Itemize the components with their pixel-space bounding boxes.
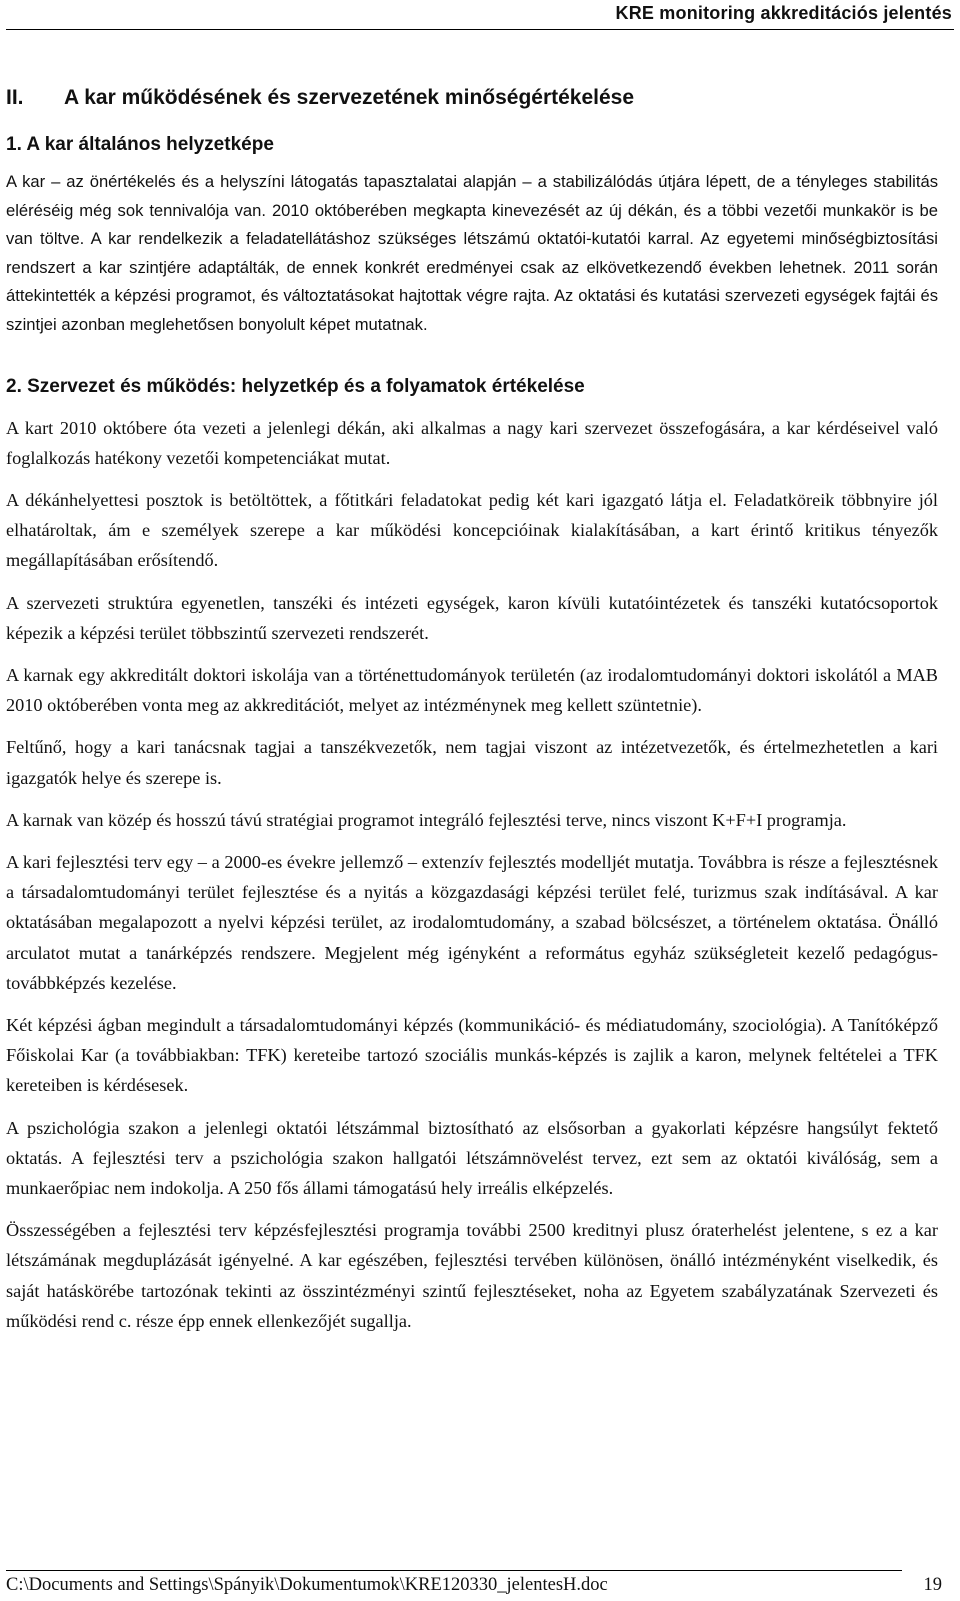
paragraph-strategy: A karnak van közép és hosszú távú stratégiai programot integráló fejlesztési terve, nincs viszont K+F+I programja. [6, 809, 847, 830]
footer-file-path: C:\Documents and Settings\Spányik\Dokumentumok\KRE120330_jelentesH.doc [6, 1575, 608, 1595]
paragraph-development-plan: A kari fejlesztési terv egy – a 2000-es évekre jellemző – extenzív fejlesztés modelljét mutatja. Továbbra is része a fejlesztésnek a társadalomtudományi terület fejlesztése és a nyitás a közgazdasági képzési terület felé, turizmus szak indításával. A kar oktatásában megalapozott a nyelvi képzési terület, az irodalomtudomány, a szabad bölcsészet, a történelem oktatása. Önálló arculatot mutat a tanárképzés rendszere. Megjelent még igényként a református egyház szükségleteit kezelő pedagógus-továbbképzés kezelése. [6, 852, 938, 993]
paragraph-social-sciences: Két képzési ágban megindult a társadalomtudományi képzés (kommunikáció- és médiatudomány, szociológia). A Tanítóképző Főiskolai Kar (a továbbiakban: TFK) kereteibe tartozó szociális munkás-képzés is zajlik a karon, melynek feltételei a TFK kereteiben is kérdésesek. [6, 1015, 938, 1096]
section-1-heading: 1. A kar általános helyzetképe [6, 134, 274, 155]
footer-rule [6, 1570, 902, 1571]
header-rule [6, 29, 954, 30]
page-number: 19 [923, 1575, 942, 1595]
section-1-paragraph: A kar – az önértékelés és a helyszíni látogatás tapasztalatai alapján – a stabilizálódás útjára lépett, de a tényleges stabilitás eléréséig még sok tennivalója van. 2010 októberében megkapta kinevezését az új dékán, és a többi vezetői munkakör is be van töltve. A kar rendelkezik a feladatellátáshoz szükséges létszámú oktatói-kutatói karral. Az egyetemi minőségbiztosítási rendszert a kar szintjére adaptálták, de ennek konkrét eredményei csak az elkövetkezendő években lehetnek. 2011 során áttekintették a képzési programot, és változtatásokat hajtottak végre rajta. Az oktatási és kutatási szervezeti egységek fajtái és szintjei azonban meglehetősen bonyolult képet mutatnak. [6, 172, 938, 334]
chapter-title: A kar működésének és szervezetének minőségértékelése [64, 86, 635, 109]
paragraph-doctoral-school: A karnak egy akkreditált doktori iskolája van a történettudományok területén (az irodalomtudományi doktori iskolától a MAB 2010 októberében vonta meg az akkreditációt, melyet az intézménynek meg kellett szüntetnie). [6, 664, 938, 716]
chapter-number: II. [6, 86, 24, 109]
paragraph-psychology: A pszichológia szakon a jelenlegi oktatói létszámmal biztosítható az elsősorban a gyakorlati képzésre hangsúlyt fektető oktatás. A fejlesztési terv a pszichológia szakon hallgatói létszámnövelést tervez, ezt sem az oktatói kiválóság, sem a munkaerőpiac nem indokolja. A 250 fős állami támogatású hely irreális elképzelés. [6, 1117, 938, 1199]
section-2-heading: 2. Szervezet és működés: helyzetkép és a folyamatok értékelése [6, 375, 585, 397]
paragraph-summary: Összességében a fejlesztési terv képzésfejlesztési programja további 2500 kreditnyi plusz óraterhelést jelentene, s ez a kar létszámának megduplázását igényelné. A kar egészében, fejlesztési tervében különösen, önálló intézményként viselkedik, és saját hatáskörébe tartozónak tekinti az összintézményi szintű fejlesztéseket, noha az Egyetem szabályzatának Szervezeti és működési rend c. része épp ennek ellenkezőjét sugallja. [6, 1220, 938, 1331]
chapter-heading [6, 84, 938, 112]
running-header: KRE monitoring akkreditációs jelentés [615, 3, 952, 23]
paragraph-structure: A szervezeti struktúra egyenetlen, tanszéki és intézeti egységek, karon kívüli kutatóintézetek és tanszéki kutatócsoportok képezik a képzési terület többszintű szervezeti rendszerét. [6, 592, 938, 643]
paragraph-dean: A kart 2010 októbere óta vezeti a jelenlegi dékán, aki alkalmas a nagy kari szervezet összefogására, a kar kérdéseivel való foglalkozás hatékony vezetői kompetenciákat mutat. [6, 417, 938, 468]
document-body [6, 84, 938, 1336]
paragraph-faculty-council: Feltűnő, hogy a kari tanácsnak tagjai a tanszékvezetők, nem tagjai viszont az intézetvezetők, és értelmezhetetlen a kari igazgatók helye és szerepe is. [6, 737, 938, 788]
paragraph-vice-deans: A dékánhelyettesi posztok is betöltöttek, a főtitkári feladatokat pedig két kari igazgató látja el. Feladatköreik többnyire jól elhatároltak, ám e személyek szerepe a kar működési koncepcióinak kialakításában, a kart érintő kritikus tényezők megállapításában erősítendő. [6, 489, 938, 571]
